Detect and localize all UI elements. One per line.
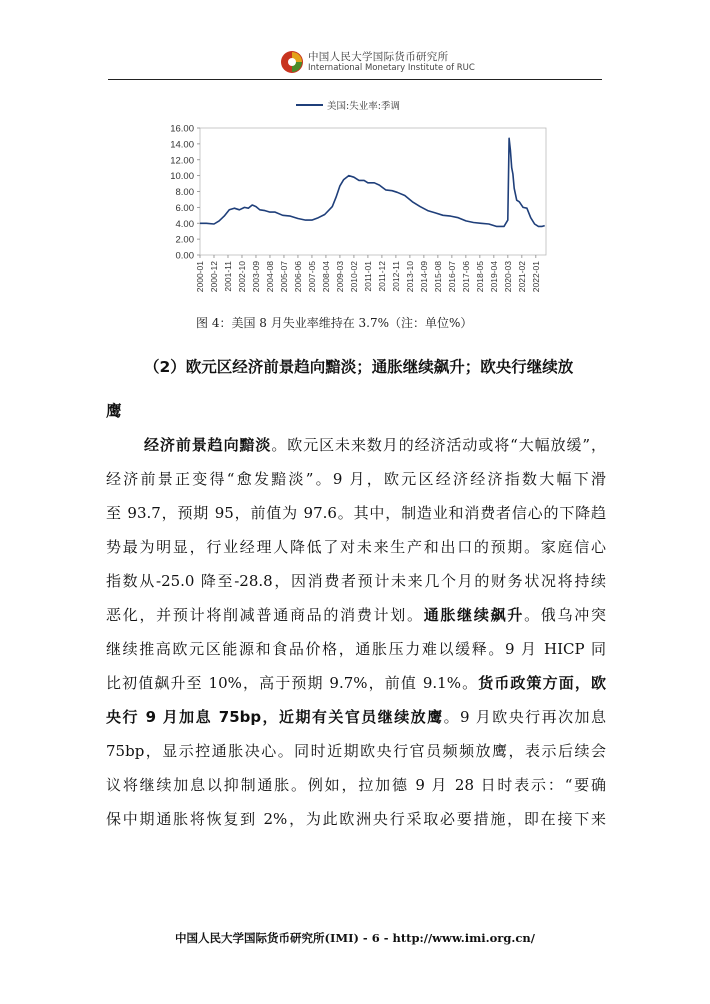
body-line: 势最为明显，行业经理人降低了对未来生产和出口的预期。家庭信心: [106, 538, 606, 556]
x-tick-label: 2012-11: [390, 261, 401, 292]
y-tick-label: 14.00: [170, 139, 194, 151]
x-tick-label: 2000-12: [208, 261, 219, 293]
bold-lead-ecb: 央行 9 月加息 75bp，近期有关官员继续放鹰: [106, 708, 444, 726]
x-tick-label: 2020-03: [502, 261, 513, 293]
chart-svg: [148, 92, 568, 310]
page-header: [108, 46, 602, 82]
x-tick-label: 2007-05: [306, 261, 317, 293]
body-line: 议将继续加息以抑制通胀。例如，拉加德 9 月 28 日时表示：“要确: [106, 776, 606, 794]
x-tick-label: 2019-04: [488, 261, 499, 293]
y-tick-label: 4.00: [175, 218, 194, 230]
x-tick-label: 2022-01: [530, 261, 541, 293]
bold-lead-inflation: 通胀继续飙升: [423, 606, 525, 624]
body-line: [106, 702, 606, 732]
x-tick-label: 2000-01: [195, 261, 205, 293]
body-line: 保中期通胀将恢复到 2%，为此欧洲央行采取必要措施，即在接下来: [106, 810, 606, 828]
x-tick-label: 2004-08: [264, 261, 275, 293]
y-tick-label: 16.00: [170, 123, 194, 135]
x-tick-label: 2002-10: [236, 261, 247, 293]
x-tick-label: 2003-09: [250, 261, 261, 293]
figure-caption: 图 4：美国 8 月失业率维持在 3.7%（注：单位%）: [196, 316, 473, 330]
y-tick-label: 8.00: [175, 187, 194, 198]
x-tick-label: 2018-05: [474, 261, 485, 293]
x-tick-label: 2021-02: [516, 261, 527, 293]
body-line: 继续推高欧元区能源和食品价格，通胀压力难以缓释。9 月 HICP 同: [106, 640, 606, 658]
x-tick-label: 2005-07: [278, 261, 289, 293]
header-divider: [108, 79, 602, 80]
body-line: 至 93.7，预期 95，前值为 97.6。其中，制造业和消费者信心的下降趋: [106, 504, 606, 522]
y-tick-label: 2.00: [175, 234, 194, 246]
body-line: 指数从-25.0 降至-28.8，因消费者预计未来几个月的财务状况将持续: [106, 572, 606, 590]
body-line: [106, 668, 606, 698]
y-tick-label: 10.00: [170, 171, 194, 183]
x-tick-label: 2016-07: [446, 261, 457, 293]
body-text: 恶化，并预计将削减普通商品的消费计划。: [106, 606, 424, 624]
series-line-unemployment: [200, 138, 545, 226]
x-tick-label: 2013-10: [404, 261, 415, 293]
x-tick-label: 2009-03: [334, 261, 345, 293]
body-line: [106, 600, 606, 630]
x-tick-label: 2011-01: [362, 261, 373, 292]
y-tick-label: 0.00: [175, 250, 194, 262]
imi-logo-icon: [280, 50, 304, 74]
body-text: 比初值飙升至 10%，高于预期 9.7%，前值 9.1%。: [106, 674, 479, 692]
body-line: 75bp，显示控通胀决心。同时近期欧央行官员频频放鹰，表示后续会: [106, 742, 606, 760]
section-heading-line1: （2）欧元区经济前景趋向黯淡；通胀继续飙升；欧央行继续放: [144, 358, 574, 376]
bold-lead-outlook: 经济前景趋向黯淡: [144, 436, 272, 454]
y-tick-label: 6.00: [175, 202, 194, 214]
plot-frame: [200, 128, 546, 255]
section-heading-line2: 鹰: [106, 402, 122, 420]
page-footer: 中国人民大学国际货币研究所(IMI) - 6 - http://www.imi.org.cn/: [175, 931, 535, 945]
bold-lead-policy: 货币政策方面，欧: [478, 674, 606, 692]
legend-label: 美国:失业率:季调: [327, 101, 400, 112]
header-org-en: International Monetary Institute of RUC: [308, 63, 475, 73]
body-line: 经济前景正变得“愈发黯淡”。9 月，欧元区经济经济指数大幅下滑: [106, 470, 606, 488]
x-tick-label: 2010-02: [348, 261, 359, 293]
x-tick-label: 2008-04: [320, 261, 331, 293]
x-tick-label: 2015-08: [432, 261, 443, 293]
x-tick-label: 2011-12: [376, 261, 387, 292]
body-text: 。俄乌冲突: [524, 606, 606, 624]
x-tick-label: 2001-11: [222, 261, 233, 292]
unemployment-chart: [148, 92, 568, 310]
x-tick-label: 2017-06: [460, 261, 471, 293]
x-tick-label: 2006-06: [292, 261, 303, 293]
y-tick-label: 12.00: [170, 155, 194, 167]
body-line: [144, 430, 606, 460]
body-text: 。欧元区未来数月的经济活动或将“大幅放缓”，: [271, 436, 606, 454]
x-tick-label: 2014-09: [418, 261, 429, 293]
body-text: 。9 月欧央行再次加息: [443, 708, 606, 726]
header-org-cn: 中国人民大学国际货币研究所: [308, 51, 449, 63]
